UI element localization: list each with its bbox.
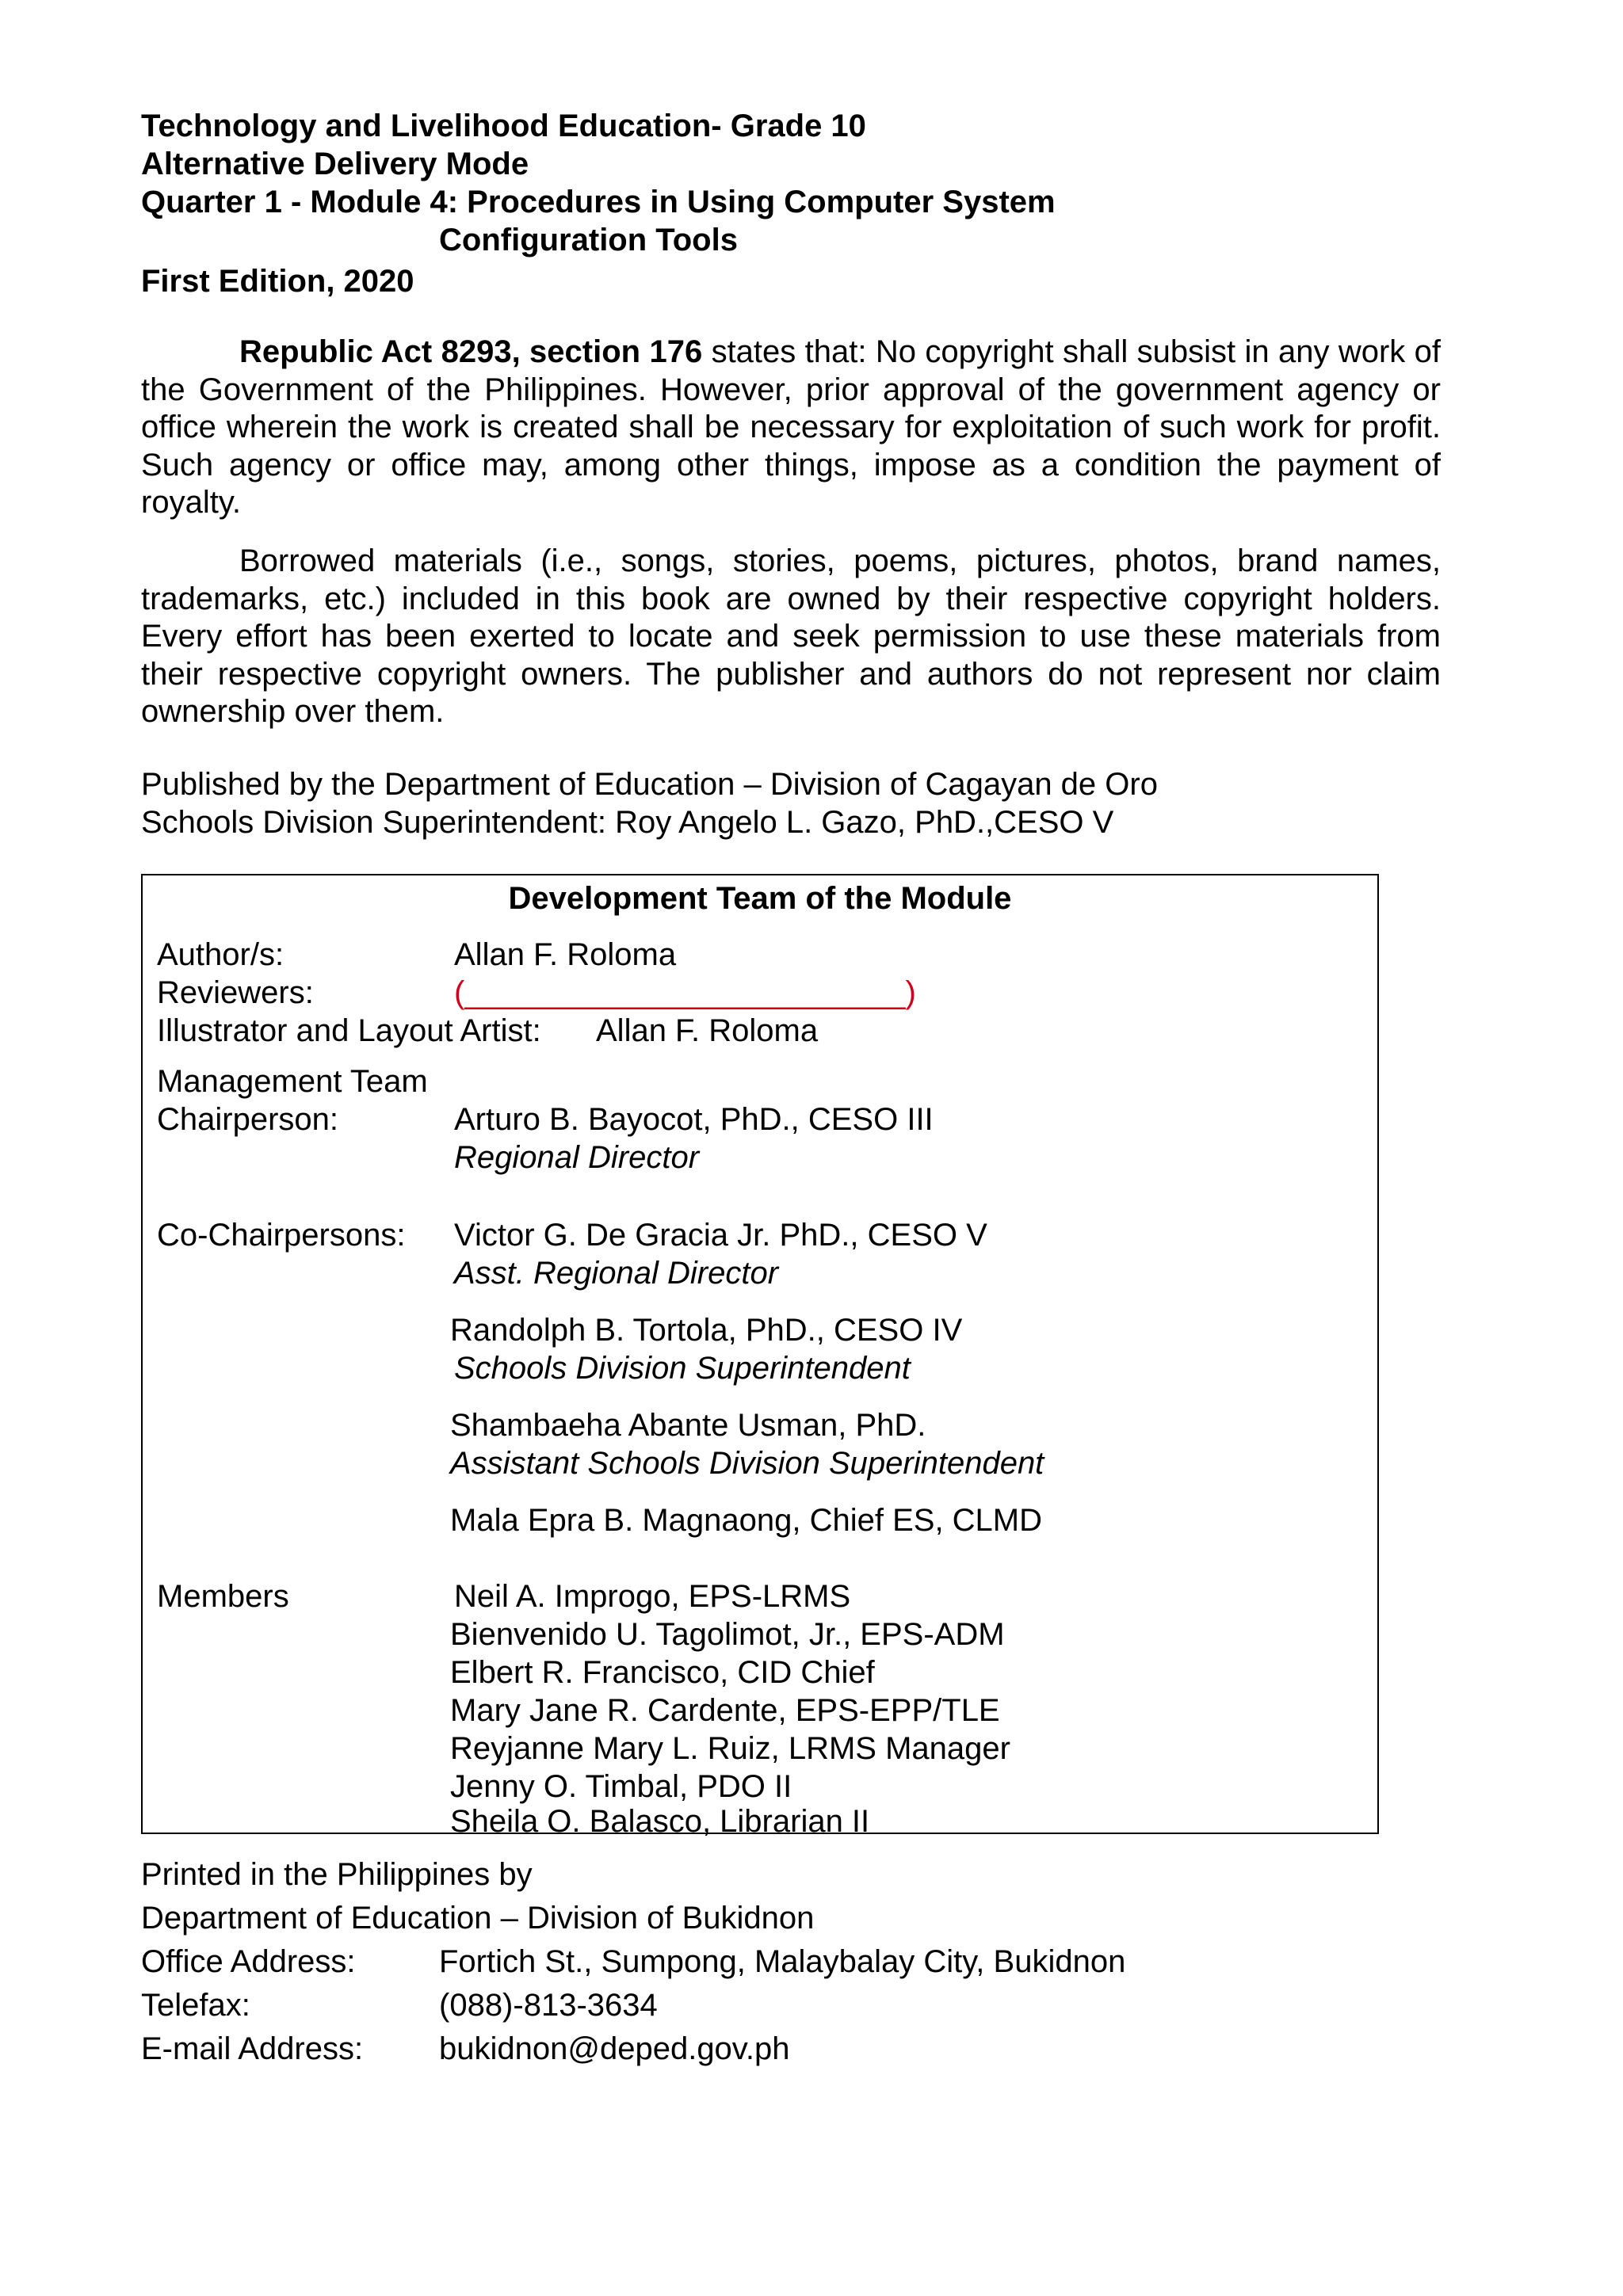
delivery-mode: Alternative Delivery Mode <box>141 147 529 181</box>
module-title: Quarter 1 - Module 4: Procedures in Using Computer System <box>141 185 1056 219</box>
co-chairperson-name: Randolph B. Tortola, PhD., CESO IV <box>450 1313 963 1348</box>
copyright-paragraph-1-text: states that: No copyright shall subsist in any work of the Government of the Philippines. However, prior approval of the government agency or office wherein the work is created shall be necessary for exploitation of such work for profit. Such agency or office may, among other things, impose as a condition the payment of royalty. <box>141 334 1441 520</box>
copyright-paragraph-1 <box>141 334 1441 522</box>
chairperson-name: Arturo B. Bayocot, PhD., CESO III <box>454 1102 934 1137</box>
member-name: Elbert R. Francisco, CID Chief <box>450 1655 875 1690</box>
illustrator-label: Illustrator and Layout Artist: <box>157 1013 541 1048</box>
member-name: Sheila O. Balasco, Librarian II <box>450 1804 870 1839</box>
printed-by: Printed in the Philippines by <box>141 1857 533 1892</box>
chairperson-title: Regional Director <box>454 1140 700 1175</box>
member-name: Jenny O. Timbal, PDO II <box>450 1769 792 1804</box>
co-chairperson-name: Shambaeha Abante Usman, PhD. <box>450 1408 926 1443</box>
telefax-value: (088)-813-3634 <box>439 1988 658 2023</box>
member-name: Neil A. Improgo, EPS-LRMS <box>454 1579 851 1614</box>
co-chairpersons-label: Co-Chairpersons: <box>157 1218 406 1253</box>
division-superintendent: Schools Division Superintendent: Roy Angelo L. Gazo, PhD.,CESO V <box>141 805 1114 840</box>
author-label: Author/s: <box>157 937 285 972</box>
author-value: Allan F. Roloma <box>454 937 677 972</box>
member-name: Mary Jane R. Cardente, EPS-EPP/TLE <box>450 1693 1000 1728</box>
printing-division: Department of Education – Division of Bukidnon <box>141 1901 815 1936</box>
illustrator-value: Allan F. Roloma <box>596 1013 819 1048</box>
reviewers-label: Reviewers: <box>157 975 314 1010</box>
development-team-title: Development Team of the Module <box>508 881 1012 916</box>
copyright-paragraph-2 <box>141 543 1441 731</box>
published-by: Published by the Department of Education – Division of Cagayan de Oro <box>141 767 1158 802</box>
reviewers-blank: (_________________________) <box>454 975 916 1010</box>
module-title-continued: Configuration Tools <box>439 223 738 257</box>
co-chairperson-name: Victor G. De Gracia Jr. PhD., CESO V <box>454 1218 987 1253</box>
co-chairperson-name: Mala Epra B. Magnaong, Chief ES, CLMD <box>450 1503 1043 1538</box>
office-address-value: Fortich St., Sumpong, Malaybalay City, Bukidnon <box>439 1944 1126 1979</box>
copyright-paragraph-2-text: Borrowed materials (i.e., songs, stories, poems, pictures, photos, brand names, trademarks, etc.) included in this book are owned by their respective copyright holders. Every effort has been exerted to locate and seek permission to use these materials from their respective copyright owners. The publisher and authors do not represent nor claim ownership over them. <box>141 543 1441 729</box>
management-team-label: Management Team <box>157 1064 428 1099</box>
members-label: Members <box>157 1579 289 1614</box>
email-value: bukidnon@deped.gov.ph <box>439 2031 790 2066</box>
telefax-label: Telefax: <box>141 1988 250 2023</box>
development-team-box <box>141 874 1379 1839</box>
member-name: Reyjanne Mary L. Ruiz, LRMS Manager <box>450 1731 1010 1766</box>
co-chairperson-title: Asst. Regional Director <box>454 1256 779 1291</box>
email-label: E-mail Address: <box>141 2031 364 2066</box>
co-chairperson-title: Schools Division Superintendent <box>454 1351 911 1386</box>
subject-title: Technology and Livelihood Education- Grade 10 <box>141 109 866 143</box>
office-address-label: Office Address: <box>141 1944 356 1979</box>
republic-act-reference: Republic Act 8293, section 176 <box>239 334 703 369</box>
chairperson-label: Chairperson: <box>157 1102 339 1137</box>
co-chairperson-title: Assistant Schools Division Superintendent <box>450 1446 1044 1481</box>
edition: First Edition, 2020 <box>141 264 414 299</box>
member-name: Bienvenido U. Tagolimot, Jr., EPS-ADM <box>450 1617 1005 1652</box>
